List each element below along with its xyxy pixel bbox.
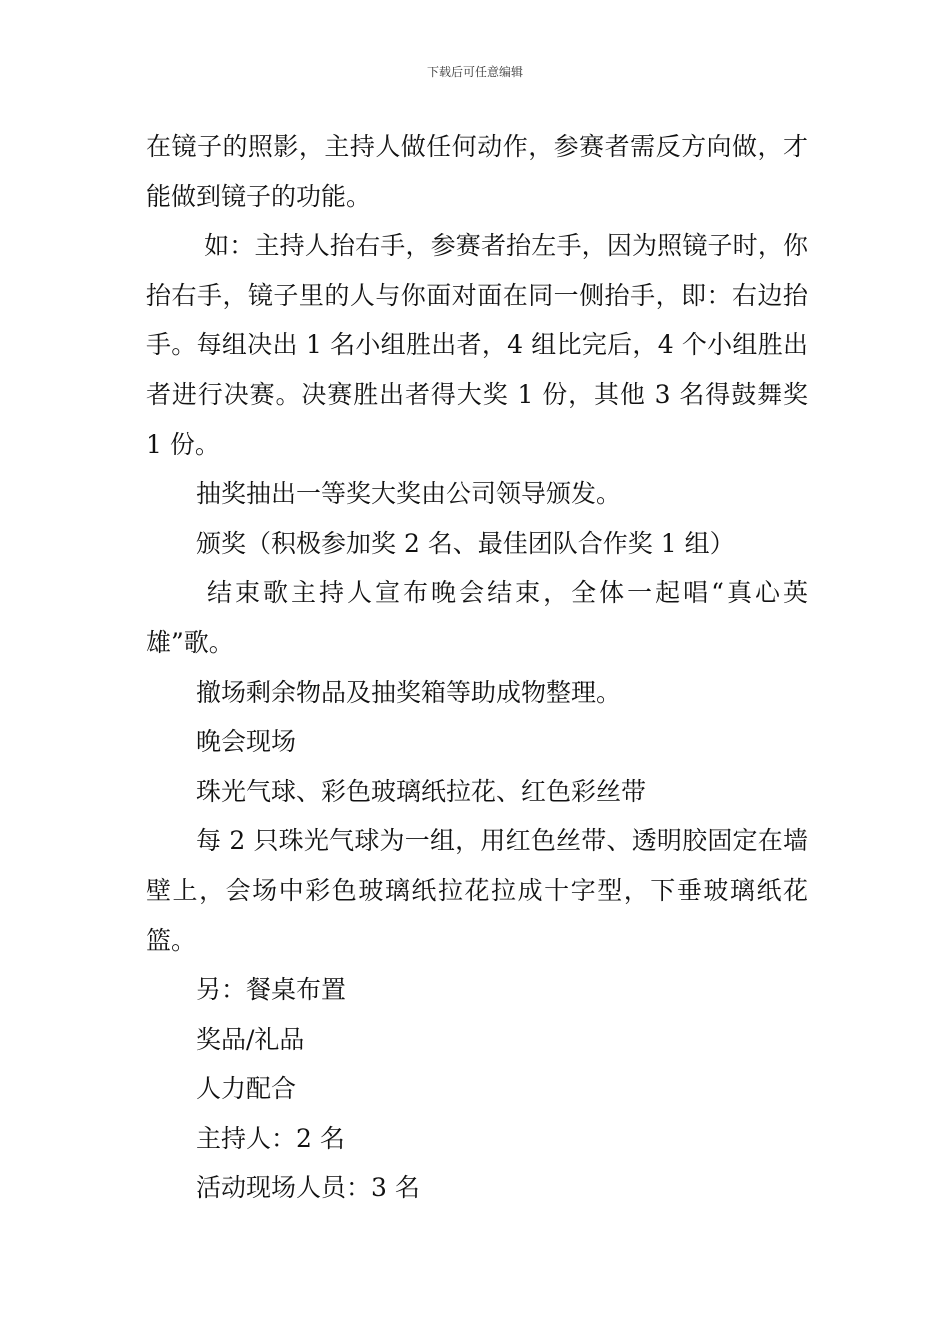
paragraph-table-setup: 另：餐桌布置 [196,975,347,1005]
paragraph-staffing: 人力配合 [196,1074,297,1104]
paragraph-decor-setup: 每 2 只珠光气球为一组，用红色丝带、透明胶固定在墙壁上，会场中彩色玻璃纸拉花拉成十字型，下垂玻璃纸花篮。 [146,826,808,955]
paragraph-decor-items: 珠光气球、彩色玻璃纸拉花、红色彩丝带 [196,776,647,806]
paragraph-onsite-staff: 活动现场人员：3 名 [196,1173,420,1203]
document-body [146,122,816,1213]
paragraph-example-rules: 如：主持人抬右手，参赛者抬左手，因为照镜子时，你抬右手，镜子里的人与你面对面在同一侧抬手，即：右边抬手。每组决出 1 名小组胜出者，4 组比完后，4 个小组胜出者进行决赛。决赛胜出者得大奖 1 份，其他 3 名得鼓舞奖 1 份。 [146,231,816,459]
paragraph-prizes: 奖品/礼品 [196,1024,305,1054]
paragraph-lottery: 抽奖抽出一等奖大奖由公司领导颁发。 [196,479,622,509]
page-header-note: 下载后可任意编辑 [426,65,523,79]
paragraph-cleanup: 撤场剩余物品及抽奖箱等助成物整理。 [196,677,622,707]
paragraph-hosts: 主持人：2 名 [196,1123,345,1153]
paragraph-awards: 颁奖（积极参加奖 2 名、最佳团队合作奖 1 组） [196,528,735,558]
paragraph-closing-song: 结束歌主持人宣布晚会结束，全体一起唱“真心英雄”歌。 [146,578,808,657]
paragraph-mirror-intro: 在镜子的照影，主持人做任何动作，参赛者需反方向做，才能做到镜子的功能。 [146,132,808,211]
paragraph-venue-heading: 晚会现场 [196,727,297,757]
